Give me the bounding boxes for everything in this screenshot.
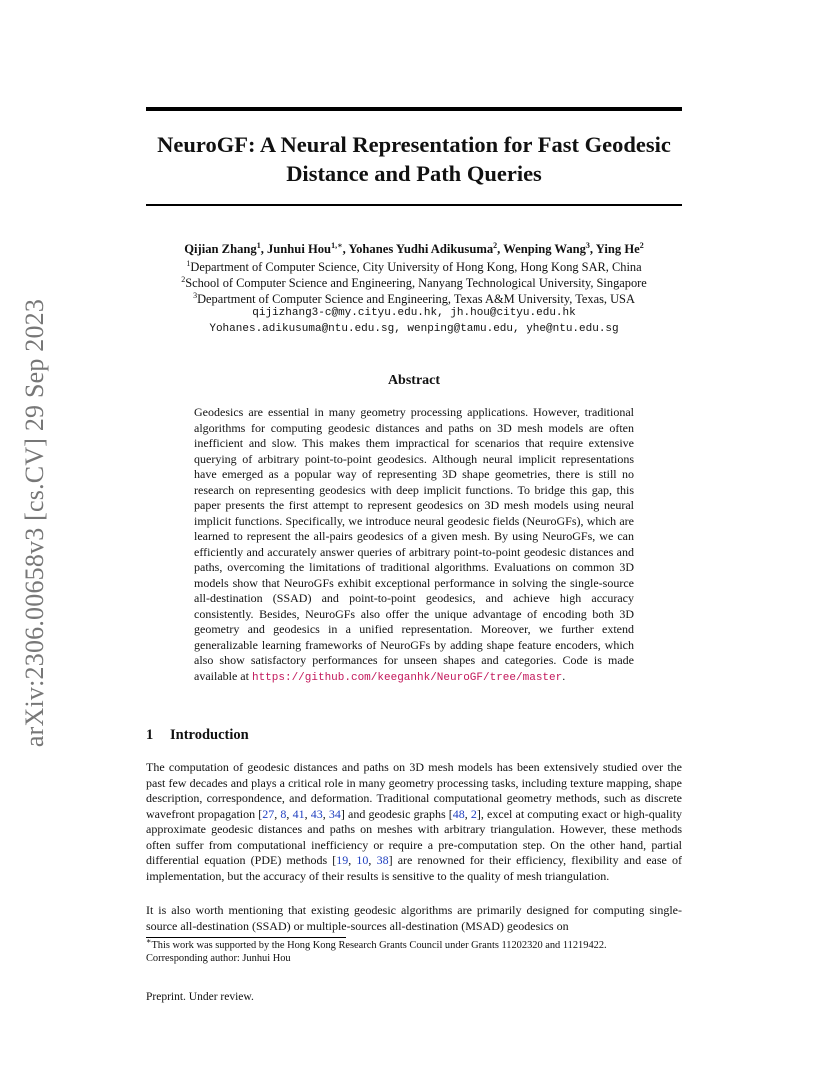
intro-paragraph-1: The computation of geodesic distances and paths on 3D mesh models has been extensively studied over the past few decades and plays a critical role in many geometry processing tasks, including texture mapping, shape description, correspondence, and deformation. Traditional computational geometry methods, such as discrete wavefront propagation [27, 8, 41, 43, 34] and geodesic graphs [48, 2], excel at computing exact or high-quality approximate geodesic distances and paths on meshes with arbitrary triangulation. However, these methods often suffer from computational inefficiency or require a pre-computation step. On the other hand, partial differential equation (PDE) methods [19, 10, 38] are renowned for their efficiency, flexibility and ease of implementation, but the accuracy of their results is sensitive to the quality of mesh triangulation.: [146, 760, 683, 883]
citation-link[interactable]: 38: [376, 853, 389, 867]
arxiv-sidebar: [20, 285, 50, 760]
preprint-notice: Preprint. Under review.: [146, 991, 254, 1003]
author-affil-sup: 2: [493, 240, 498, 250]
paper-title: [146, 130, 682, 188]
footnote-mark: ∗: [146, 936, 152, 946]
author-name: Ying He: [595, 242, 640, 256]
citation-link[interactable]: 41: [292, 806, 305, 821]
author-affil-sup: 3: [585, 240, 590, 250]
footnote-line-1: ∗This work was supported by the Hong Kong Research Grants Council under Grants 11202320 and 11219422.: [146, 936, 607, 951]
intro-paragraph-2: It is also worth mentioning that existing geodesic algorithms are primarily designed for computing single-source all-destination (SSAD) or multiple-sources all-destination (MSAD) geodesics on: [146, 903, 682, 933]
author-list: Qijian Zhang$^1$, Junhui Hou$^{1,∗}$, Yohanes Yudhi Adikusuma$^2$, Wenping Wang$^3$, Ying He$^2$: [184, 240, 644, 256]
author-name: Yohanes Yudhi Adikusuma: [348, 242, 494, 256]
arxiv-identifier: arXiv:2306.00658v3 [cs.CV] 29 Sep 2023: [20, 298, 49, 747]
citation-link[interactable]: 27: [262, 806, 275, 821]
footnote: [146, 936, 686, 965]
affiliation-2: $^2$School of Computer Science and Engineering, Nanyang Technological University, Singapore: [181, 274, 647, 290]
citation-link[interactable]: 43: [310, 806, 323, 821]
author-affil-sup: 1: [256, 240, 261, 250]
title-rule-bottom: [146, 204, 682, 206]
citation-link[interactable]: 19: [336, 853, 349, 867]
title-line-1: NeuroGF: A Neural Representation for Fast Geodesic: [157, 132, 671, 157]
footnote-rule: [146, 937, 346, 938]
abstract-text: Geodesics are essential in many geometry processing applications. However, traditional algorithms for computing geodesic distances and paths on 3D mesh models are often inefficient and slow. This makes them impractical for scenarios that require extensive querying of arbitrary point-to-point geodesics. Although neural implicit representations have emerged as a popular way of representing 3D shape geometries, there is still no research on representing geodesics with deep implicit functions. To bridge this gap, this paper presents the first attempt to represent geodesics on 3D mesh models using neural implicit functions. Specifically, we introduce neural geodesic fields (NeuroGFs), which are learned to represent the all-pairs geodesics of a given mesh. By using NeuroGFs, we can efficiently and accurately answer queries of arbitrary point-to-point geodesic distances and paths, overcoming the limitations of traditional algorithms. Evaluations on common 3D models show that NeuroGFs exhibit exceptional performance in solving the single-source all-destination (SSAD) and point-to-point geodesics, and achieve high accuracy consistently. Besides, NeuroGFs also offer the unique advantage of encoding both 3D geometry and geodesics in a unified representation. Moreover, we further extend generalizable learning frameworks of NeuroGFs by adding shape feature encoders, which also show satisfactory performances for unseen shapes and categories. Code is made available at: [194, 405, 634, 683]
section-heading-introduction: [146, 727, 249, 744]
author-emails: [120, 305, 708, 337]
affiliation-3: $^3$Department of Computer Science and Engineering, Texas A&M University, Texas, USA: [193, 290, 635, 306]
author-name: Junhui Hou: [267, 242, 332, 256]
affiliation-1: $^1$Department of Computer Science, City University of Hong Kong, Hong Kong SAR, China: [186, 258, 642, 274]
author-affil-sup: 1: [331, 240, 336, 250]
citation-link[interactable]: 48: [452, 806, 465, 821]
title-line-2: Distance and Path Queries: [286, 161, 542, 186]
author-name: Wenping Wang: [503, 242, 586, 256]
author-name: Qijian Zhang: [184, 242, 257, 256]
code-link[interactable]: https://github.com/keeganhk/NeuroGF/tree/master: [251, 671, 563, 684]
title-rule-top: [146, 107, 682, 111]
abstract-body: Geodesics are essential in many geometry processing applications. However, traditional algorithms for computing geodesic distances and paths on 3D mesh models are often inefficient and slow. This makes them impractical for scenarios that require extensive querying of arbitrary point-to-point geodesics. Although neural implicit representations have emerged as a popular way of representing 3D shape geometries, there is still no research on representing geodesics with deep implicit functions. To bridge this gap, this paper presents the first attempt to represent geodesics on 3D mesh models using neural implicit functions. Specifically, we introduce neural geodesic fields (NeuroGFs), which are learned to represent the all-pairs geodesics of a given mesh. By using NeuroGFs, we can efficiently and accurately answer queries of arbitrary point-to-point geodesic distances and paths, overcoming the limitations of traditional algorithms. Evaluations on common 3D models show that NeuroGFs exhibit exceptional performance in solving the single-source all-destination (SSAD) and point-to-point geodesics, and achieve high accuracy consistently. Besides, NeuroGFs also offer the unique advantage of encoding both 3D geometry and geodesics in a unified representation. Moreover, we further extend generalizable learning frameworks of NeuroGFs by adding shape feature encoders, which also show satisfactory performances for unseen shapes and categories. Code is made available at https://github.com/keeganhk/NeuroGF/tree/master.: [194, 405, 634, 684]
citation-link[interactable]: 34: [328, 806, 341, 821]
email-line-2[interactable]: Yohanes.adikusuma@ntu.edu.sg, wenping@tamu.edu, yhe@ntu.edu.sg: [209, 323, 619, 335]
citation-link[interactable]: 10: [356, 853, 369, 867]
citation-link[interactable]: 8: [280, 806, 287, 821]
author-affil-sup: 2: [639, 240, 644, 250]
section-number: 1: [146, 727, 154, 743]
citation-link[interactable]: 2: [470, 806, 477, 821]
abstract-heading: Abstract: [387, 373, 441, 388]
corresponding-mark: ∗: [337, 240, 343, 250]
email-line-1[interactable]: qijizhang3-c@my.cityu.edu.hk, jh.hou@cityu.edu.hk: [252, 307, 576, 319]
section-title: Introduction: [170, 727, 249, 743]
affiliations: [120, 259, 708, 307]
footnote-line-2: Corresponding author: Junhui Hou: [146, 953, 291, 964]
